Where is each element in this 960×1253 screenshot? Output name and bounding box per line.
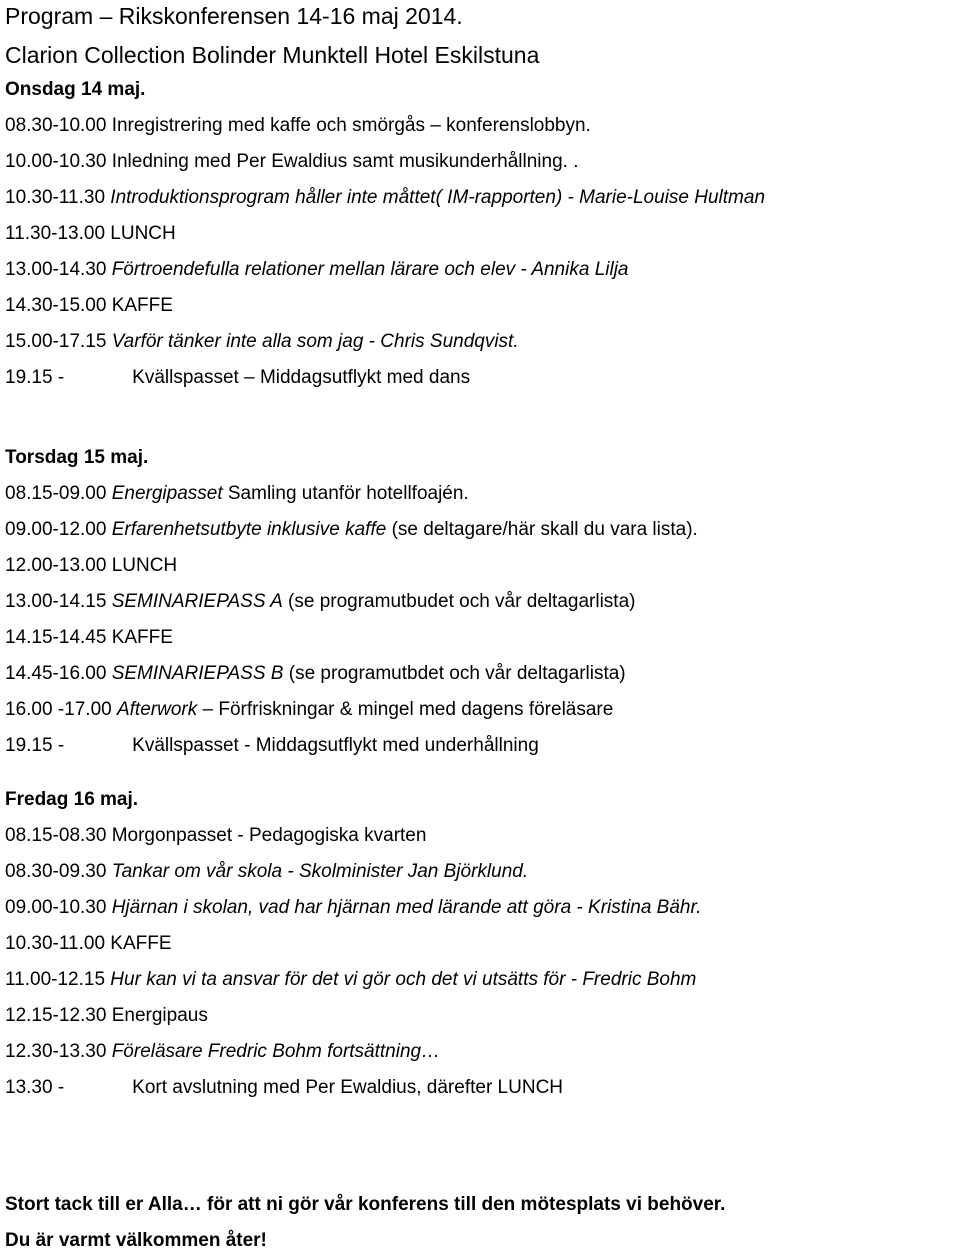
item-italic-text: Introduktionsprogram håller inte måttet( IM-rapporten) - Marie-Louise Hultman [110, 187, 766, 208]
item-italic-text: Erfarenhetsutbyte inklusive kaffe [111, 519, 387, 540]
item-time: 16.00 -17.00 [5, 699, 112, 720]
schedule-item [5, 1004, 208, 1028]
schedule-item [5, 150, 579, 174]
schedule-item [5, 366, 470, 390]
item-italic-text: Tankar om vår skola - Skolminister Jan Björklund. [111, 861, 529, 882]
item-time: 14.45-16.00 [5, 663, 107, 684]
item-text: KAFFE [111, 627, 173, 648]
schedule-item [5, 1076, 563, 1100]
item-rest-text: (se programutbdet och vår deltagarlista) [283, 663, 626, 684]
item-text: Kvällspasset – Middagsutflykt med dans [132, 367, 471, 388]
schedule-item [5, 698, 613, 722]
schedule-item [5, 662, 626, 686]
item-text: Inledning med Per Ewaldius samt musikunderhållning. . [111, 151, 579, 172]
item-time: 14.15-14.45 [5, 627, 107, 648]
schedule-item [5, 222, 176, 246]
item-italic-text: Hur kan vi ta ansvar för det vi gör och det vi utsätts för - Fredric Bohm [110, 969, 697, 990]
schedule-item [5, 1040, 440, 1064]
schedule-item [5, 860, 528, 884]
day-heading: Fredag 16 maj. [5, 789, 139, 810]
item-text: KAFFE [110, 933, 172, 954]
schedule-item [5, 330, 519, 354]
item-italic-text: Afterwork [116, 699, 198, 720]
item-time: 13.30 - [5, 1077, 65, 1098]
schedule-item [5, 482, 469, 506]
item-time: 10.00-10.30 [5, 151, 107, 172]
schedule-item [5, 518, 698, 542]
item-text: Morgonpasset - Pedagogiska kvarten [111, 825, 427, 846]
item-italic-text: Föreläsare Fredric Bohm fortsättning… [111, 1041, 441, 1062]
item-time: 10.30-11.00 [5, 933, 106, 954]
footer-welcome: Du är varmt välkommen åter! [5, 1230, 267, 1251]
item-rest-text: – Förfriskningar & mingel med dagens föreläsare [197, 699, 614, 720]
item-text: LUNCH [111, 555, 178, 576]
day-heading: Torsdag 15 maj. [5, 447, 149, 468]
schedule-item [5, 932, 172, 956]
schedule-item [5, 824, 426, 848]
schedule-item [5, 968, 696, 992]
item-time: 09.00-12.00 [5, 519, 107, 540]
item-time: 13.00-14.30 [5, 259, 107, 280]
item-rest-text: (se deltagare/här skall du vara lista). [386, 519, 698, 540]
item-time: 19.15 - [5, 367, 65, 388]
item-italic-text: Förtroendefulla relationer mellan lärare och elev - Annika Lilja [111, 259, 629, 280]
item-time: 15.00-17.15 [5, 331, 107, 352]
item-time: 08.30-09.30 [5, 861, 107, 882]
item-text: LUNCH [110, 223, 176, 244]
item-time: 08.15-09.00 [5, 483, 107, 504]
footer-thanks: Stort tack till er Alla… för att ni gör vår konferens till den mötesplats vi behöver. [5, 1194, 726, 1215]
day-heading: Onsdag 14 maj. [5, 79, 146, 100]
schedule-item [5, 554, 177, 578]
schedule-item [5, 186, 765, 210]
schedule-item [5, 626, 173, 650]
item-text: Energipaus [111, 1005, 208, 1026]
item-italic-text: SEMINARIEPASS A [111, 591, 283, 612]
item-time: 11.00-12.15 [5, 969, 106, 990]
schedule-item [5, 294, 173, 318]
item-rest-text: Samling utanför hotellfoajén. [222, 483, 469, 504]
schedule-item [5, 734, 539, 758]
venue-title: Clarion Collection Bolinder Munktell Hotel Eskilstuna [5, 42, 540, 68]
schedule-item [5, 258, 629, 282]
item-time: 13.00-14.15 [5, 591, 107, 612]
item-time: 12.15-12.30 [5, 1005, 107, 1026]
item-italic-text: Hjärnan i skolan, vad har hjärnan med lärande att göra - Kristina Bähr. [111, 897, 702, 918]
item-time: 09.00-10.30 [5, 897, 107, 918]
item-italic-text: Energipasset [111, 483, 223, 504]
item-italic-text: SEMINARIEPASS B [111, 663, 284, 684]
item-time: 11.30-13.00 [5, 223, 106, 244]
item-time: 14.30-15.00 [5, 295, 107, 316]
item-text: Kvällspasset - Middagsutflykt med underhållning [132, 735, 539, 756]
schedule-item [5, 590, 635, 614]
item-time: 08.30-10.00 [5, 115, 107, 136]
item-time: 08.15-08.30 [5, 825, 107, 846]
item-text: KAFFE [111, 295, 173, 316]
program-title: Program – Rikskonferensen 14-16 maj 2014. [5, 3, 463, 29]
schedule-item [5, 896, 701, 920]
item-time: 12.00-13.00 [5, 555, 107, 576]
item-text: Inregistrering med kaffe och smörgås – konferenslobbyn. [111, 115, 591, 136]
item-time: 12.30-13.30 [5, 1041, 107, 1062]
item-rest-text: (se programutbudet och vår deltagarlista) [282, 591, 636, 612]
schedule-item [5, 114, 591, 138]
item-time: 10.30-11.30 [5, 187, 106, 208]
item-time: 19.15 - [5, 735, 65, 756]
item-text: Kort avslutning med Per Ewaldius, därefter LUNCH [132, 1077, 564, 1098]
item-italic-text: Varför tänker inte alla som jag - Chris Sundqvist. [111, 331, 519, 352]
